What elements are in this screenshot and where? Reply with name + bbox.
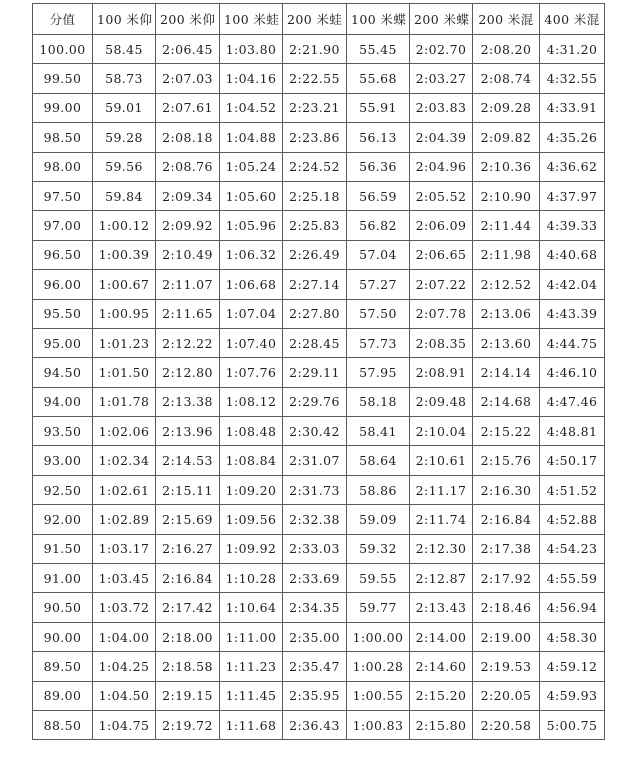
time-cell: 2:34.35 bbox=[283, 593, 347, 622]
score-cell: 99.50 bbox=[33, 64, 93, 93]
time-cell: 55.91 bbox=[347, 93, 410, 122]
time-cell: 2:16.30 bbox=[473, 475, 540, 504]
time-cell: 2:28.45 bbox=[283, 328, 347, 357]
time-cell: 1:05.96 bbox=[220, 211, 283, 240]
time-cell: 1:07.40 bbox=[220, 328, 283, 357]
time-cell: 4:42.04 bbox=[540, 270, 605, 299]
time-cell: 1:00.67 bbox=[93, 270, 156, 299]
time-cell: 2:16.84 bbox=[156, 564, 220, 593]
column-header: 200 米混 bbox=[473, 4, 540, 35]
column-header: 分值 bbox=[33, 4, 93, 35]
table-body bbox=[33, 35, 605, 740]
time-cell: 4:37.97 bbox=[540, 181, 605, 210]
score-cell: 91.00 bbox=[33, 564, 93, 593]
time-cell: 2:14.53 bbox=[156, 446, 220, 475]
time-cell: 1:00.39 bbox=[93, 240, 156, 269]
time-cell: 2:31.07 bbox=[283, 446, 347, 475]
time-cell: 2:14.68 bbox=[473, 387, 540, 416]
table-row bbox=[33, 652, 605, 681]
score-cell: 96.00 bbox=[33, 270, 93, 299]
time-cell: 2:19.15 bbox=[156, 681, 220, 710]
time-cell: 2:07.03 bbox=[156, 64, 220, 93]
time-cell: 2:05.52 bbox=[410, 181, 473, 210]
time-cell: 4:59.93 bbox=[540, 681, 605, 710]
time-cell: 57.04 bbox=[347, 240, 410, 269]
time-cell: 1:04.88 bbox=[220, 123, 283, 152]
time-cell: 2:16.84 bbox=[473, 505, 540, 534]
score-cell: 89.50 bbox=[33, 652, 93, 681]
score-cell: 95.50 bbox=[33, 299, 93, 328]
time-cell: 2:33.03 bbox=[283, 534, 347, 563]
time-cell: 4:54.23 bbox=[540, 534, 605, 563]
time-cell: 1:00.12 bbox=[93, 211, 156, 240]
time-cell: 2:12.87 bbox=[410, 564, 473, 593]
time-cell: 2:17.42 bbox=[156, 593, 220, 622]
time-cell: 1:06.32 bbox=[220, 240, 283, 269]
time-cell: 4:46.10 bbox=[540, 358, 605, 387]
time-cell: 2:09.92 bbox=[156, 211, 220, 240]
time-cell: 1:10.64 bbox=[220, 593, 283, 622]
time-cell: 58.86 bbox=[347, 475, 410, 504]
time-cell: 2:13.06 bbox=[473, 299, 540, 328]
score-cell: 94.50 bbox=[33, 358, 93, 387]
time-cell: 2:11.74 bbox=[410, 505, 473, 534]
score-cell: 88.50 bbox=[33, 710, 93, 739]
time-cell: 4:51.52 bbox=[540, 475, 605, 504]
time-cell: 58.64 bbox=[347, 446, 410, 475]
time-cell: 2:14.14 bbox=[473, 358, 540, 387]
time-cell: 2:32.38 bbox=[283, 505, 347, 534]
time-cell: 4:58.30 bbox=[540, 622, 605, 651]
table-row bbox=[33, 328, 605, 357]
time-cell: 4:39.33 bbox=[540, 211, 605, 240]
time-cell: 2:17.38 bbox=[473, 534, 540, 563]
table-row bbox=[33, 446, 605, 475]
time-cell: 2:25.83 bbox=[283, 211, 347, 240]
time-cell: 1:07.04 bbox=[220, 299, 283, 328]
time-cell: 1:00.95 bbox=[93, 299, 156, 328]
score-cell: 92.00 bbox=[33, 505, 93, 534]
table-row bbox=[33, 211, 605, 240]
score-cell: 93.00 bbox=[33, 446, 93, 475]
time-cell: 4:48.81 bbox=[540, 417, 605, 446]
time-cell: 1:09.20 bbox=[220, 475, 283, 504]
time-cell: 2:11.17 bbox=[410, 475, 473, 504]
time-cell: 2:14.60 bbox=[410, 652, 473, 681]
time-cell: 2:18.46 bbox=[473, 593, 540, 622]
time-cell: 57.73 bbox=[347, 328, 410, 357]
time-cell: 1:04.25 bbox=[93, 652, 156, 681]
time-cell: 2:14.00 bbox=[410, 622, 473, 651]
time-cell: 2:09.82 bbox=[473, 123, 540, 152]
time-cell: 57.50 bbox=[347, 299, 410, 328]
time-cell: 4:32.55 bbox=[540, 64, 605, 93]
time-cell: 2:10.61 bbox=[410, 446, 473, 475]
time-cell: 1:11.23 bbox=[220, 652, 283, 681]
time-cell: 2:10.49 bbox=[156, 240, 220, 269]
time-cell: 58.41 bbox=[347, 417, 410, 446]
time-cell: 2:08.76 bbox=[156, 152, 220, 181]
table-row bbox=[33, 358, 605, 387]
time-cell: 56.59 bbox=[347, 181, 410, 210]
time-cell: 1:11.00 bbox=[220, 622, 283, 651]
time-cell: 2:19.53 bbox=[473, 652, 540, 681]
time-cell: 57.27 bbox=[347, 270, 410, 299]
score-cell: 98.50 bbox=[33, 123, 93, 152]
time-cell: 4:33.91 bbox=[540, 93, 605, 122]
time-cell: 4:56.94 bbox=[540, 593, 605, 622]
score-cell: 91.50 bbox=[33, 534, 93, 563]
time-cell: 2:29.11 bbox=[283, 358, 347, 387]
time-cell: 2:18.00 bbox=[156, 622, 220, 651]
table-row bbox=[33, 64, 605, 93]
table-row bbox=[33, 564, 605, 593]
time-cell: 1:08.48 bbox=[220, 417, 283, 446]
time-cell: 2:06.09 bbox=[410, 211, 473, 240]
table-row bbox=[33, 534, 605, 563]
time-cell: 4:31.20 bbox=[540, 35, 605, 64]
time-cell: 2:16.27 bbox=[156, 534, 220, 563]
time-cell: 1:04.75 bbox=[93, 710, 156, 739]
time-cell: 2:04.96 bbox=[410, 152, 473, 181]
time-cell: 1:05.60 bbox=[220, 181, 283, 210]
time-cell: 2:06.45 bbox=[156, 35, 220, 64]
time-cell: 1:04.50 bbox=[93, 681, 156, 710]
time-cell: 2:04.39 bbox=[410, 123, 473, 152]
time-cell: 4:40.68 bbox=[540, 240, 605, 269]
time-cell: 59.77 bbox=[347, 593, 410, 622]
time-cell: 2:35.00 bbox=[283, 622, 347, 651]
time-cell: 2:25.18 bbox=[283, 181, 347, 210]
time-cell: 2:11.44 bbox=[473, 211, 540, 240]
time-cell: 2:19.00 bbox=[473, 622, 540, 651]
time-cell: 59.32 bbox=[347, 534, 410, 563]
time-cell: 2:12.22 bbox=[156, 328, 220, 357]
time-cell: 59.28 bbox=[93, 123, 156, 152]
time-cell: 1:02.34 bbox=[93, 446, 156, 475]
time-cell: 1:01.78 bbox=[93, 387, 156, 416]
time-cell: 59.09 bbox=[347, 505, 410, 534]
score-cell: 90.50 bbox=[33, 593, 93, 622]
time-cell: 59.56 bbox=[93, 152, 156, 181]
time-cell: 2:15.69 bbox=[156, 505, 220, 534]
time-cell: 2:33.69 bbox=[283, 564, 347, 593]
time-cell: 2:20.58 bbox=[473, 710, 540, 739]
time-cell: 2:11.07 bbox=[156, 270, 220, 299]
time-cell: 1:02.61 bbox=[93, 475, 156, 504]
time-cell: 4:55.59 bbox=[540, 564, 605, 593]
time-cell: 2:10.36 bbox=[473, 152, 540, 181]
time-cell: 1:04.52 bbox=[220, 93, 283, 122]
time-cell: 57.95 bbox=[347, 358, 410, 387]
time-cell: 1:09.92 bbox=[220, 534, 283, 563]
score-cell: 95.00 bbox=[33, 328, 93, 357]
time-cell: 2:13.38 bbox=[156, 387, 220, 416]
time-cell: 2:23.21 bbox=[283, 93, 347, 122]
time-cell: 4:59.12 bbox=[540, 652, 605, 681]
time-cell: 1:03.72 bbox=[93, 593, 156, 622]
column-header: 100 米蛙 bbox=[220, 4, 283, 35]
time-cell: 2:17.92 bbox=[473, 564, 540, 593]
table-row bbox=[33, 681, 605, 710]
score-cell: 94.00 bbox=[33, 387, 93, 416]
time-cell: 1:01.23 bbox=[93, 328, 156, 357]
time-cell: 2:09.34 bbox=[156, 181, 220, 210]
time-cell: 58.18 bbox=[347, 387, 410, 416]
time-cell: 4:50.17 bbox=[540, 446, 605, 475]
time-cell: 2:24.52 bbox=[283, 152, 347, 181]
score-cell: 90.00 bbox=[33, 622, 93, 651]
score-cell: 97.00 bbox=[33, 211, 93, 240]
time-cell: 2:13.60 bbox=[473, 328, 540, 357]
time-cell: 59.55 bbox=[347, 564, 410, 593]
table-row bbox=[33, 299, 605, 328]
time-cell: 2:18.58 bbox=[156, 652, 220, 681]
time-cell: 4:47.46 bbox=[540, 387, 605, 416]
time-cell: 4:35.26 bbox=[540, 123, 605, 152]
time-cell: 2:27.80 bbox=[283, 299, 347, 328]
time-cell: 56.36 bbox=[347, 152, 410, 181]
time-cell: 1:02.89 bbox=[93, 505, 156, 534]
time-cell: 2:11.65 bbox=[156, 299, 220, 328]
time-cell: 1:09.56 bbox=[220, 505, 283, 534]
time-cell: 2:15.11 bbox=[156, 475, 220, 504]
time-cell: 55.45 bbox=[347, 35, 410, 64]
table-row bbox=[33, 710, 605, 739]
table-row bbox=[33, 387, 605, 416]
time-cell: 1:01.50 bbox=[93, 358, 156, 387]
time-cell: 58.45 bbox=[93, 35, 156, 64]
score-cell: 97.50 bbox=[33, 181, 93, 210]
table-row bbox=[33, 152, 605, 181]
time-cell: 1:03.80 bbox=[220, 35, 283, 64]
time-cell: 1:04.00 bbox=[93, 622, 156, 651]
time-cell: 1:07.76 bbox=[220, 358, 283, 387]
time-cell: 1:00.28 bbox=[347, 652, 410, 681]
time-cell: 59.84 bbox=[93, 181, 156, 210]
time-cell: 2:08.18 bbox=[156, 123, 220, 152]
table-row bbox=[33, 475, 605, 504]
time-cell: 1:05.24 bbox=[220, 152, 283, 181]
table-row bbox=[33, 270, 605, 299]
time-cell: 2:07.61 bbox=[156, 93, 220, 122]
time-cell: 1:10.28 bbox=[220, 564, 283, 593]
time-cell: 4:44.75 bbox=[540, 328, 605, 357]
time-cell: 2:03.27 bbox=[410, 64, 473, 93]
time-cell: 56.13 bbox=[347, 123, 410, 152]
time-cell: 2:13.96 bbox=[156, 417, 220, 446]
time-cell: 1:11.68 bbox=[220, 710, 283, 739]
time-cell: 2:10.04 bbox=[410, 417, 473, 446]
time-cell: 2:35.95 bbox=[283, 681, 347, 710]
time-cell: 1:00.00 bbox=[347, 622, 410, 651]
time-cell: 2:20.05 bbox=[473, 681, 540, 710]
time-cell: 2:30.42 bbox=[283, 417, 347, 446]
time-cell: 5:00.75 bbox=[540, 710, 605, 739]
time-cell: 1:04.16 bbox=[220, 64, 283, 93]
time-cell: 2:22.55 bbox=[283, 64, 347, 93]
time-cell: 2:21.90 bbox=[283, 35, 347, 64]
time-cell: 2:15.76 bbox=[473, 446, 540, 475]
time-cell: 1:02.06 bbox=[93, 417, 156, 446]
table-row bbox=[33, 181, 605, 210]
score-table-container bbox=[32, 3, 604, 740]
time-cell: 2:26.49 bbox=[283, 240, 347, 269]
time-cell: 2:09.28 bbox=[473, 93, 540, 122]
time-cell: 4:36.62 bbox=[540, 152, 605, 181]
table-row bbox=[33, 622, 605, 651]
table-row bbox=[33, 93, 605, 122]
time-cell: 2:27.14 bbox=[283, 270, 347, 299]
time-cell: 4:52.88 bbox=[540, 505, 605, 534]
score-table bbox=[32, 3, 605, 740]
score-cell: 96.50 bbox=[33, 240, 93, 269]
time-cell: 4:43.39 bbox=[540, 299, 605, 328]
column-header: 200 米蝶 bbox=[410, 4, 473, 35]
time-cell: 2:11.98 bbox=[473, 240, 540, 269]
score-cell: 100.00 bbox=[33, 35, 93, 64]
table-row bbox=[33, 417, 605, 446]
column-header: 100 米蝶 bbox=[347, 4, 410, 35]
time-cell: 2:09.48 bbox=[410, 387, 473, 416]
time-cell: 2:12.52 bbox=[473, 270, 540, 299]
time-cell: 2:08.91 bbox=[410, 358, 473, 387]
column-header: 200 米仰 bbox=[156, 4, 220, 35]
time-cell: 2:06.65 bbox=[410, 240, 473, 269]
table-row bbox=[33, 123, 605, 152]
time-cell: 2:15.20 bbox=[410, 681, 473, 710]
header-row bbox=[33, 4, 605, 35]
column-header: 100 米仰 bbox=[93, 4, 156, 35]
time-cell: 1:03.17 bbox=[93, 534, 156, 563]
time-cell: 2:03.83 bbox=[410, 93, 473, 122]
time-cell: 56.82 bbox=[347, 211, 410, 240]
column-header: 400 米混 bbox=[540, 4, 605, 35]
score-cell: 92.50 bbox=[33, 475, 93, 504]
table-row bbox=[33, 505, 605, 534]
time-cell: 2:19.72 bbox=[156, 710, 220, 739]
time-cell: 59.01 bbox=[93, 93, 156, 122]
column-header: 200 米蛙 bbox=[283, 4, 347, 35]
table-row bbox=[33, 35, 605, 64]
time-cell: 2:08.74 bbox=[473, 64, 540, 93]
time-cell: 1:03.45 bbox=[93, 564, 156, 593]
time-cell: 2:12.80 bbox=[156, 358, 220, 387]
score-cell: 93.50 bbox=[33, 417, 93, 446]
time-cell: 1:06.68 bbox=[220, 270, 283, 299]
time-cell: 2:07.22 bbox=[410, 270, 473, 299]
time-cell: 2:31.73 bbox=[283, 475, 347, 504]
time-cell: 58.73 bbox=[93, 64, 156, 93]
time-cell: 2:12.30 bbox=[410, 534, 473, 563]
time-cell: 2:15.80 bbox=[410, 710, 473, 739]
score-cell: 89.00 bbox=[33, 681, 93, 710]
time-cell: 2:23.86 bbox=[283, 123, 347, 152]
time-cell: 1:11.45 bbox=[220, 681, 283, 710]
table-header bbox=[33, 4, 605, 35]
time-cell: 55.68 bbox=[347, 64, 410, 93]
score-cell: 98.00 bbox=[33, 152, 93, 181]
time-cell: 2:13.43 bbox=[410, 593, 473, 622]
time-cell: 1:08.12 bbox=[220, 387, 283, 416]
time-cell: 1:08.84 bbox=[220, 446, 283, 475]
time-cell: 2:10.90 bbox=[473, 181, 540, 210]
time-cell: 1:00.55 bbox=[347, 681, 410, 710]
time-cell: 2:08.20 bbox=[473, 35, 540, 64]
time-cell: 2:07.78 bbox=[410, 299, 473, 328]
time-cell: 1:00.83 bbox=[347, 710, 410, 739]
time-cell: 2:35.47 bbox=[283, 652, 347, 681]
time-cell: 2:15.22 bbox=[473, 417, 540, 446]
time-cell: 2:02.70 bbox=[410, 35, 473, 64]
time-cell: 2:08.35 bbox=[410, 328, 473, 357]
time-cell: 2:36.43 bbox=[283, 710, 347, 739]
score-cell: 99.00 bbox=[33, 93, 93, 122]
table-row bbox=[33, 240, 605, 269]
time-cell: 2:29.76 bbox=[283, 387, 347, 416]
table-row bbox=[33, 593, 605, 622]
